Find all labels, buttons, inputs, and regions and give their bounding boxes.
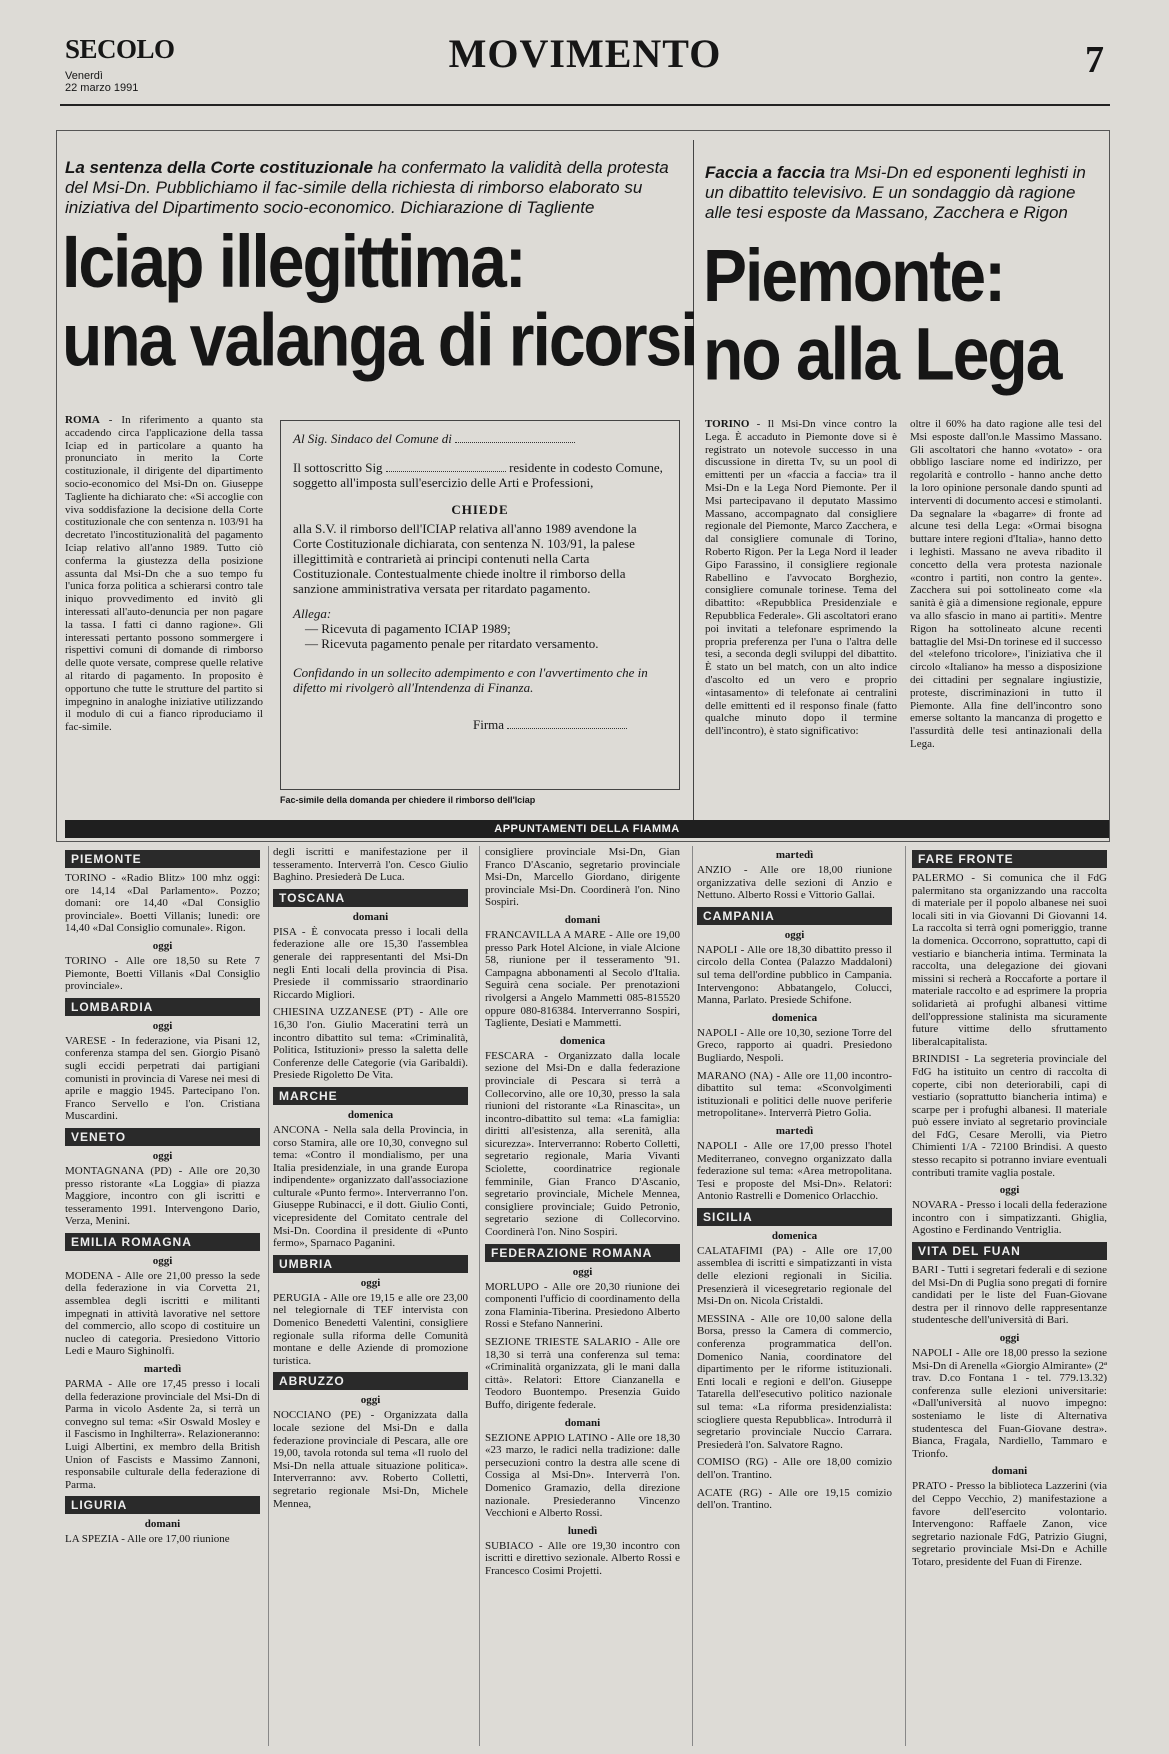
form-chiede: CHIEDE: [451, 502, 509, 517]
appointment-item: PALERMO - Si comunica che il FdG palermitano sta organizzando una raccolta di materiale per il popolo albanese nei suoi locali siti in via Giovanni Di Giovanni 14. La raccolta si terrà ogni pomeriggio, tranne la domenica. Occorrono, soprattutto, capi di vestiario e biancheria intima. Terminata la raccolta, una delegazione dei giovani missini si recherà a Roccaforte a portare il materiale raccolto e ad esprimere la propria solidarietà ai profughi albanesi vittime dell'oppressione stalinista ma sicuramente future vittime dello sfruttamento liberalcapitalista.: [912, 872, 1107, 1048]
appointment-item: MARANO (NA) - Alle ore 11,00 incontro-dibattito sul tema: «Sconvolgimenti istituzionali e politici delle nuove periferie metropolitane». Interverrà Pietro Golia.: [697, 1069, 892, 1120]
issue-date-text: 22 marzo 1991: [65, 82, 139, 94]
appointment-item: NOCCIANO (PE) - Organizzata dalla locale sezione del Msi-Dn e dalla federazione provinciale di Pescara, alle ore 19,00, tavola rotonda sul tema «Il ruolo del Msi-Dn nella attuale situazione politica». Interverranno: avv. Roberto Colletti, segretario regionale Msi-Dn, Michele Mennea,: [273, 1409, 468, 1510]
appointment-item: FRANCAVILLA A MARE - Alle ore 19,00 presso Park Hotel Alcione, in viale Alcione 58, riunione per il tesseramento '91. Campagna abbonamenti al Secolo d'Italia. Seguirà cena sociale. Per prenotazioni rivolgersi a Angelo Mammetti 085-815520 oppure 080-816384. Interverranno Sospiri, Tagliente, Desiati e Mammetti.: [485, 928, 680, 1030]
left-article-headline: [62, 219, 702, 382]
issue-date: [65, 70, 138, 94]
right-headline-line-1: Piemonte:: [703, 233, 1005, 317]
issue-day: Venerdì: [65, 70, 103, 82]
left-article-kicker: [65, 158, 670, 218]
day-label: oggi: [999, 1184, 1020, 1197]
appointment-item: ANCONA - Nella sala della Provincia, in corso Stamira, alle ore 10,30, convegno sul tema: «Contro il mondialismo, per una Italia presidenziale, in una grande Europa indipendente» organizzato dall'associazione culturale «Punto fermo». Interverranno l'on. Giuseppe Rubinacci, e il dott. Giulio Conti, vicepresidente del Comitato centrale del Msi-Dn. Coordina il presidente di «Punto fermo», Sparnaco Paganini.: [273, 1123, 468, 1250]
form-closing: Confidando in un sollecito adempimento e con l'avvertimento che in difetto mi rivolgerò all'Intendenza di Finanza.: [293, 665, 648, 695]
appointment-item: PRATO - Presso la biblioteca Lazzerini (via del Ceppo Vecchio, 2) manifestazione a favore dell'esercito volontario. Intervengono: Raffaele Zanon, vice segretario nazionale FdG, Patrizio Giugni, segretario provinciale Msi-Dn e Achille Totaro, presidente del Fuan di Firenze.: [912, 1480, 1107, 1568]
day-label: oggi: [152, 1254, 173, 1267]
form-allega: Allega:: [293, 606, 332, 621]
appointment-item: SEZIONE APPIO LATINO - Alle ore 18,30 «23 marzo, le radici nella tradizione: dalle persecuzioni contro la destra alle scene di Cossiga al Msi-Dn». Interverrà l'on. Domenico Gramazio, della direzione nazionale. Presiederanno Vincenzo Vecchioni e Alberto Rossi.: [485, 1431, 680, 1520]
day-label: martedì: [775, 849, 814, 861]
region-header-emilia-romagna: EMILIA ROMAGNA: [65, 1233, 260, 1251]
column-rule: [692, 846, 693, 1746]
appointment-item: MODENA - Alle ore 21,00 presso la sede della federazione in via Corvetta 21, assemblea degli iscritti e militanti impegnati in attività lavorative nel settore del commercio, allo scopo di costituire un nucleo di categoria. Presiedono Vittorio Ledi e Mauro Sighinolfi.: [65, 1269, 260, 1358]
masthead-divider: [60, 104, 1110, 106]
day-label: domenica: [347, 1108, 394, 1121]
day-label: domani: [564, 913, 601, 926]
day-label: oggi: [999, 1332, 1020, 1344]
form-caption: Fac-simile della domanda per chiedere il rimborso dell'Iciap: [280, 795, 536, 805]
day-label: oggi: [572, 1265, 593, 1278]
left-kicker-rest: ha confermato la validità della protesta del Msi-Dn. Pubblichiamo il fac-simile della richiesta di rimborso elaborato su iniziativa del Dipartimento socio-economico. Dichiarazione di Tagliente: [65, 158, 669, 217]
day-label: oggi: [360, 1276, 381, 1289]
newspaper-logo: SECOLO: [65, 34, 175, 64]
appointment-item: LA SPEZIA - Alle ore 17,00 riunione: [65, 1533, 230, 1546]
day-label: oggi: [784, 928, 805, 941]
day-label: domani: [991, 1465, 1028, 1478]
appointment-item: NAPOLI - Alle ore 18,30 dibattito presso il circolo della Contea (Palazzo Maddaloni) sul tema dell'ordine pubblico in Campania. Intervengono: Abbatangelo, Colucci, Manna, Parlato. Presiede Schifone.: [697, 943, 892, 1007]
right-article-kicker: [705, 163, 1100, 223]
form-signature: Firma: [293, 717, 667, 732]
day-label: martedì: [143, 1363, 182, 1376]
appointment-item: MORLUPO - Alle ore 20,30 riunione dei componenti l'ufficio di coordinamento della zona Flaminia-Tiberina. Presiedono Alberto Rossi e Stefano Nannerini.: [485, 1280, 680, 1331]
region-header-piemonte: PIEMONTE: [65, 850, 260, 868]
appointment-item: NOVARA - Presso i locali della federazione incontro con i simpatizzanti. Ghiglia, Agostino e Ferdinando Ventriglia.: [912, 1199, 1107, 1237]
refund-form-facsimile: [280, 420, 680, 790]
day-label: oggi: [152, 939, 173, 952]
appointment-item: NAPOLI - Alle ore 10,30, sezione Torre del Greco, rapporto ai quadri. Presiedono Bugliardo, Nespoli.: [697, 1026, 892, 1064]
appointment-item: MESSINA - Alle ore 10,00 salone della Borsa, presso la Camera di commercio, conferenza programmatica dell'on. Domenico Nania, coordinatore del dipartimento per le riforme istituzionali. Enti locali e regioni e dell'on. Giuseppe Tatarella dell'esecutivo politico nazionale sul tema: «La riforma presidenzialista: sciogliere questa Repubblica». Introdurrà il segretario provinciale Nuccio Carrara. Presiederà l'on. Salvatore Ragno.: [697, 1312, 892, 1451]
appointment-item: TORINO - «Radio Blitz» 100 mhz oggi: ore 14,14 «Dal Parlamento». Pozzo; domani: ore 14,40 «Dal Consiglio provinciale». Boetti Villanis; lunedì: ore 14,40 «Dal Consiglio comunale». Rigon.: [65, 872, 260, 935]
form-request: alla S.V. il rimborso dell'ICIAP relativa all'anno 1989 avendone la Corte Costituzionale dichiarata, con sentenza N. 103/91, la palese illegittimità e contrarietà ai principi contenuti nella Carta Costituzionale. Contestualmente chiede inoltre il rimborso della sanzione amministrativa versata per ritardato pagamento.: [293, 521, 637, 596]
appointment-item: VARESE - In federazione, via Pisani 12, conferenza stampa del sen. Giorgio Pisanò sugli eccidi perpetrati dai partigiani comunisti in provincia di Varese nei mesi di aprile e maggio 1945. Partecipano l'on. Franco Servello e l'on. Cristiana Muscardini.: [65, 1034, 260, 1123]
appointments-col-5: [912, 846, 1107, 1746]
day-label: domenica: [771, 1011, 818, 1024]
day-label: lunedì: [567, 1524, 598, 1537]
appointment-item: TORINO - Alle ore 18,50 su Rete 7 Piemonte, Boetti Villanis «Dal Consiglio provinciale».: [65, 954, 260, 993]
region-header-umbria: UMBRIA: [273, 1255, 468, 1273]
day-label: oggi: [152, 1019, 173, 1032]
region-header-veneto: VENETO: [65, 1128, 260, 1146]
right-headline-line-2: no alla Lega: [703, 312, 1061, 396]
region-header-campania: CAMPANIA: [697, 907, 892, 925]
region-header-vita-del-fuan: VITA DEL FUAN: [912, 1242, 1107, 1260]
right-kicker-rest: tra Msi-Dn ed esponenti leghisti in un dibattito televisivo. E un sondaggio dà ragione alle tesi esposte da Massano, Zacchera e Rigon: [705, 163, 1086, 222]
appointment-item: BRINDISI - La segreteria provinciale del FdG ha istituito un centro di raccolta di coperte, cibi non deteriorabili, capi di vestiario (soprattutto biancheria intima) e scarpe per i profughi albanesi. Il materiale può essere inviato al segretario provinciale del FdG, Cesare Merolli, via Pietro Chimienti 1/A - 72100 Brindisi. A questo stesso recapito si potranno inviare eventuali contributi tramite vaglia postale.: [912, 1053, 1107, 1179]
form-attachment-1: — Ricevuta di pagamento ICIAP 1989;: [305, 621, 511, 636]
appointment-item: MONTAGNANA (PD) - Alle ore 20,30 presso ristorante «La Loggia» di piazza Maggiore, incontro con gli iscritti e tesseramento 1991. Intervengono Dario, Verza, Menini.: [65, 1164, 260, 1228]
appointment-item: NAPOLI - Alle ore 17,00 presso l'hotel Mediterraneo, convegno organizzato dalla federazione sul tema: «Area metropolitana. Tesi e proposte del Msi-Dn». Relatori: Antonio Rastrelli e Domenico Orlacchio.: [697, 1139, 892, 1203]
region-header-federazione-romana: FEDERAZIONE ROMANA: [485, 1244, 680, 1262]
day-label: domani: [564, 1416, 601, 1429]
left-headline-line-1: Iciap illegittima:: [62, 219, 525, 303]
right-article-body-col2: oltre il 60% ha dato ragione alle tesi del Msi esposte dall'on.le Massimo Massano. Gli ascoltatori che hanno «votato» - ora obbligo lasciare nome ed indirizzo, per regolarità e controllo - hanno anche detto la loro opinione personale dando spunti ad interventi di documento accesi e stimolanti. Da segnalare la «bagarre» di fronte ad alcune tesi della Lega: «Ormai bisogna buttare intere regioni d'Italia», hanno detto i leghisti. Massano ne aveva ribadito il concetto della vera protesta nazionale «contro i partiti, non contro la gente». Zacchera sui poi sottolineato come «la sanità è già a dimensione regionale, eppure va allo sfascio in mano ai partiti». Mentre Rigon ha sottolineato alcune recenti battaglie del Msi-Dn torinese ed il successo del «telefono tricolore», l'iniziativa che il circolo «Italiano» ha messo a disposizione dei cittadini per segnalare ingiustizie, proteste, discriminazioni in tutto il Piemonte. Alla fine dell'incontro sono emerse soltanto la mancanza di progetto e l'assurdità delle tesi antinazionali della Lega.: [910, 418, 1102, 750]
day-label: oggi: [152, 1149, 173, 1162]
right-dateline: TORINO: [705, 418, 750, 430]
day-label: domani: [144, 1518, 181, 1531]
day-label: domani: [352, 910, 389, 923]
appointment-item: BARI - Tutti i segretari federali e di sezione del Msi-Dn di Puglia sono pregati di fornire candidati per le liste del Fuan-Giovane destra per il rinnovo delle rappresentanze studentesche dell'università di Bari.: [912, 1264, 1107, 1327]
column-rule: [905, 846, 906, 1746]
appointment-item: PISA - È convocata presso i locali della federazione alle ore 15,30 l'assemblea generale dei rappresentanti del Msi-Dn negli Enti locali della provincia di Pisa. Presiede il commissario straordinario Riccardo Migliori.: [273, 925, 468, 1001]
right-kicker-bold: Faccia a faccia: [705, 163, 826, 182]
appointment-item: PERUGIA - Alle ore 19,15 e alle ore 23,00 nel telegiornale di TEF intervista con Domenico Benedetti Valentini, consigliere regionale sulla riforma delle Comunità montane e delle Aziende di promozione turistica.: [273, 1291, 468, 1367]
appointments-banner: APPUNTAMENTI DELLA FIAMMA: [65, 820, 1109, 838]
appointments-col-3: [485, 846, 680, 1746]
right-article-body-col1: [705, 418, 897, 808]
appointment-item: consigliere provinciale Msi-Dn, Gian Franco D'Ascanio, segretario provinciale Msi-Dn, Marcello Giordano, dirigente provinciale Msi-Dn. Coordinerà l'on. Nino Sospiri.: [485, 846, 680, 909]
left-kicker-bold: La sentenza della Corte costituzionale: [65, 158, 373, 177]
left-article-body: [65, 414, 263, 804]
column-rule: [268, 846, 269, 1746]
form-attachment-2: — Ricevuta pagamento penale per ritardato versamento.: [305, 636, 599, 651]
region-header-sicilia: SICILIA: [697, 1208, 892, 1226]
right-body-col1-text: - Il Msi-Dn vince contro la Lega. È accaduto in Piemonte dove si è registrato un notevole successo in una discussione in diretta Tv, su un pool di emittenti per un «faccia a faccia» tra il Msi-Dn e la Lega Nord Piemonte. Per il Msi partecipavano il deputato Massimo Massano, accompagnato dal consigliere regionale del Piemonte, Marco Zacchera, e dal consigliere comunale di Torino, Roberto Rigon. Per la Lega Nord il leader Gipo Farassino, il consigliere regionale Rabellino e l'avvocato Borghezio, consigliere comunale torinese. Tema del dibattito: «Repubblica Presidenziale e Repubblica Federale». Gli ascoltatori erano poi invitati a telefonare esprimendo la propria preferenza per l'una o l'altra delle tesi, a seconda degli sviluppi del dibattito. È stato un bel match, con un alto indice d'ascolto ed un vero e proprio «intasamento» di telefonate ai centralini delle emittenti ed il responso finale (fatto qualche minuto dopo il termine dell'incontro), è stato significativo:: [705, 418, 897, 738]
left-headline-line-2: una valanga di ricorsi: [62, 298, 697, 382]
appointment-item: PARMA - Alle ore 17,45 presso i locali della federazione provinciale del Msi-Dn di Parma in vicolo Asdente 2a, si terrà un convegno sul tema: «Sir Oswald Mosley e il Fascismo in Inghilterra». Relazioneranno: Luigi Albertini, ex membro della British Union of Fascists e Massimo Zannoni, responsabile culturale della federazione di Parma.: [65, 1378, 260, 1491]
section-title: MOVIMENTO: [448, 31, 722, 76]
region-header-marche: MARCHE: [273, 1087, 468, 1105]
right-article-headline: [703, 233, 1103, 396]
left-body-text: - In riferimento a quanto sta accadendo circa l'applicazione della tassa Iciap ed in particolare a quanto ha pronunciato in merito la Corte costituzionale, il dirigente del dipartimento socio-economico del Msi-Dn on. Giuseppe Tagliente ha dichiarato che: «Si accoglie con viva soddisfazione la decisione della Corte costituzionale che con sentenza n. 103/91 ha decretato l'incostituzionalità del pagamento Iciap relativo all'anno 1989. Tutto ciò conferma la giustezza della posizione assunta dal Msi-Dn che a suo tempo fu l'unica forza politica a schierarsi contro tale iniquo provvedimento ed invitò gli interessati all'auto-denuncia per non pagare la tassa. I fatti ci danno ragione». Gli interessati pertanto possono sommergere i rispettivi comuni di domande di rimborso delle quote versate, comprese quelle relative al ritardo di pagamento. In proposito è opportuno che tutte le strutture del partito si impegnino in analoghe iniziative utilizzando il modulo di cui a fianco riproduciamo il fac-simile.: [65, 414, 263, 734]
day-label: martedì: [775, 1124, 814, 1137]
appointment-item: CHIESINA UZZANESE (PT) - Alle ore 16,30 l'on. Giulio Maceratini terrà un incontro dibattito sul tema: «Criminalità, Politica, Istituzioni» presso la saletta delle Conferenze delle Categorie (via Garibaldi). Presiede Rigoletto De Vita.: [273, 1006, 468, 1082]
column-rule: [479, 846, 480, 1746]
appointments-col-1: [65, 846, 260, 1746]
appointment-item: FESCARA - Organizzato dalla locale sezione del Msi-Dn e dalla federazione provinciale di Pescara si terrà a Collecorvino, alle ore 10,30, presso la sala riunioni del ristorante «La Rinascita», un incontro-dibattito sul tema: «La famiglia: diritti all'esistenza, alla serenità, alla sicurezza». Interverranno: Roberto Colletti, segretario regionale, Maria Vivanti Sciolette, coordinatrice regionale femminile, Gian Franco D'Ascanio, segretario provinciale, Michele Mennea, consigliere provinciale; Guido Petronio, segretario sezione di Collecorvino. Coordinerà l'on. Nino Sospiri.: [485, 1049, 680, 1239]
region-header-toscana: TOSCANA: [273, 889, 468, 907]
appointments-col-2: [273, 846, 468, 1746]
appointment-item: ACATE (RG) - Alle ore 19,15 comizio dell'on. Trantino.: [697, 1486, 892, 1512]
appointment-item: SUBIACO - Alle ore 19,30 incontro con iscritti e direttivo sezionale. Alberto Rossi e Francesco Cosimi Projetti.: [485, 1539, 680, 1577]
region-header-liguria: LIGURIA: [65, 1496, 260, 1514]
appointment-item: ANZIO - Alle ore 18,00 riunione organizzativa delle sezioni di Anzio e Nettuno. Alberto Rossi e Vittorio Gallai.: [697, 864, 892, 902]
form-intro: Il sottoscritto Sig residente in codesto Comune, soggetto all'imposta sull'esercizio delle Arti e Professioni,: [293, 460, 663, 490]
form-salutation: Al Sig. Sindaco del Comune di: [293, 431, 667, 446]
page-number: 7: [1085, 39, 1104, 81]
appointment-item: degli iscritti e manifestazione per il tesseramento. Interverrà l'on. Cesco Giulio Baghino. Presiederà De Luca.: [273, 846, 468, 884]
appointments-col-4: [697, 846, 892, 1746]
region-header-abruzzo: ABRUZZO: [273, 1372, 468, 1390]
appointment-item: CALATAFIMI (PA) - Alle ore 17,00 assemblea di iscritti e simpatizzanti in vista delle elezioni regionali in Sicilia. Presenzierà il vicesegretario regionale del Msi-Dn on. Nicola Cristaldi.: [697, 1244, 892, 1308]
left-dateline: ROMA: [65, 414, 100, 426]
region-header-lombardia: LOMBARDIA: [65, 998, 260, 1016]
appointment-item: COMISO (RG) - Alle ore 18,00 comizio dell'on. Trantino.: [697, 1456, 892, 1481]
day-label: domenica: [559, 1034, 606, 1047]
day-label: oggi: [360, 1394, 381, 1407]
appointment-item: NAPOLI - Alle ore 18,00 presso la sezione Msi-Dn di Arenella «Giorgio Almirante» (2ª trav. D.co Fontana 1 - tel. 779.13.32) conferenza sulle elezioni universitarie: «Dall'università al nuovo impegno: sosteniamo le liste di Alternativa studentesca del Fuan-Giovane destra». Bianca, Fragala, Nardiello, Tammaro e Trionfo.: [912, 1347, 1107, 1460]
region-header-fare-fronte: FARE FRONTE: [912, 850, 1107, 868]
appointment-item: SEZIONE TRIESTE SALARIO - Alle ore 18,30 si terrà una conferenza sul tema: «Criminalità organizzata, gli le mani dalla città». Relatori: Ettore Cianzanella e Teodoro Buontempo. Presenzia Guido Buffo, dirigente federale.: [485, 1336, 680, 1411]
day-label: domenica: [771, 1229, 818, 1242]
